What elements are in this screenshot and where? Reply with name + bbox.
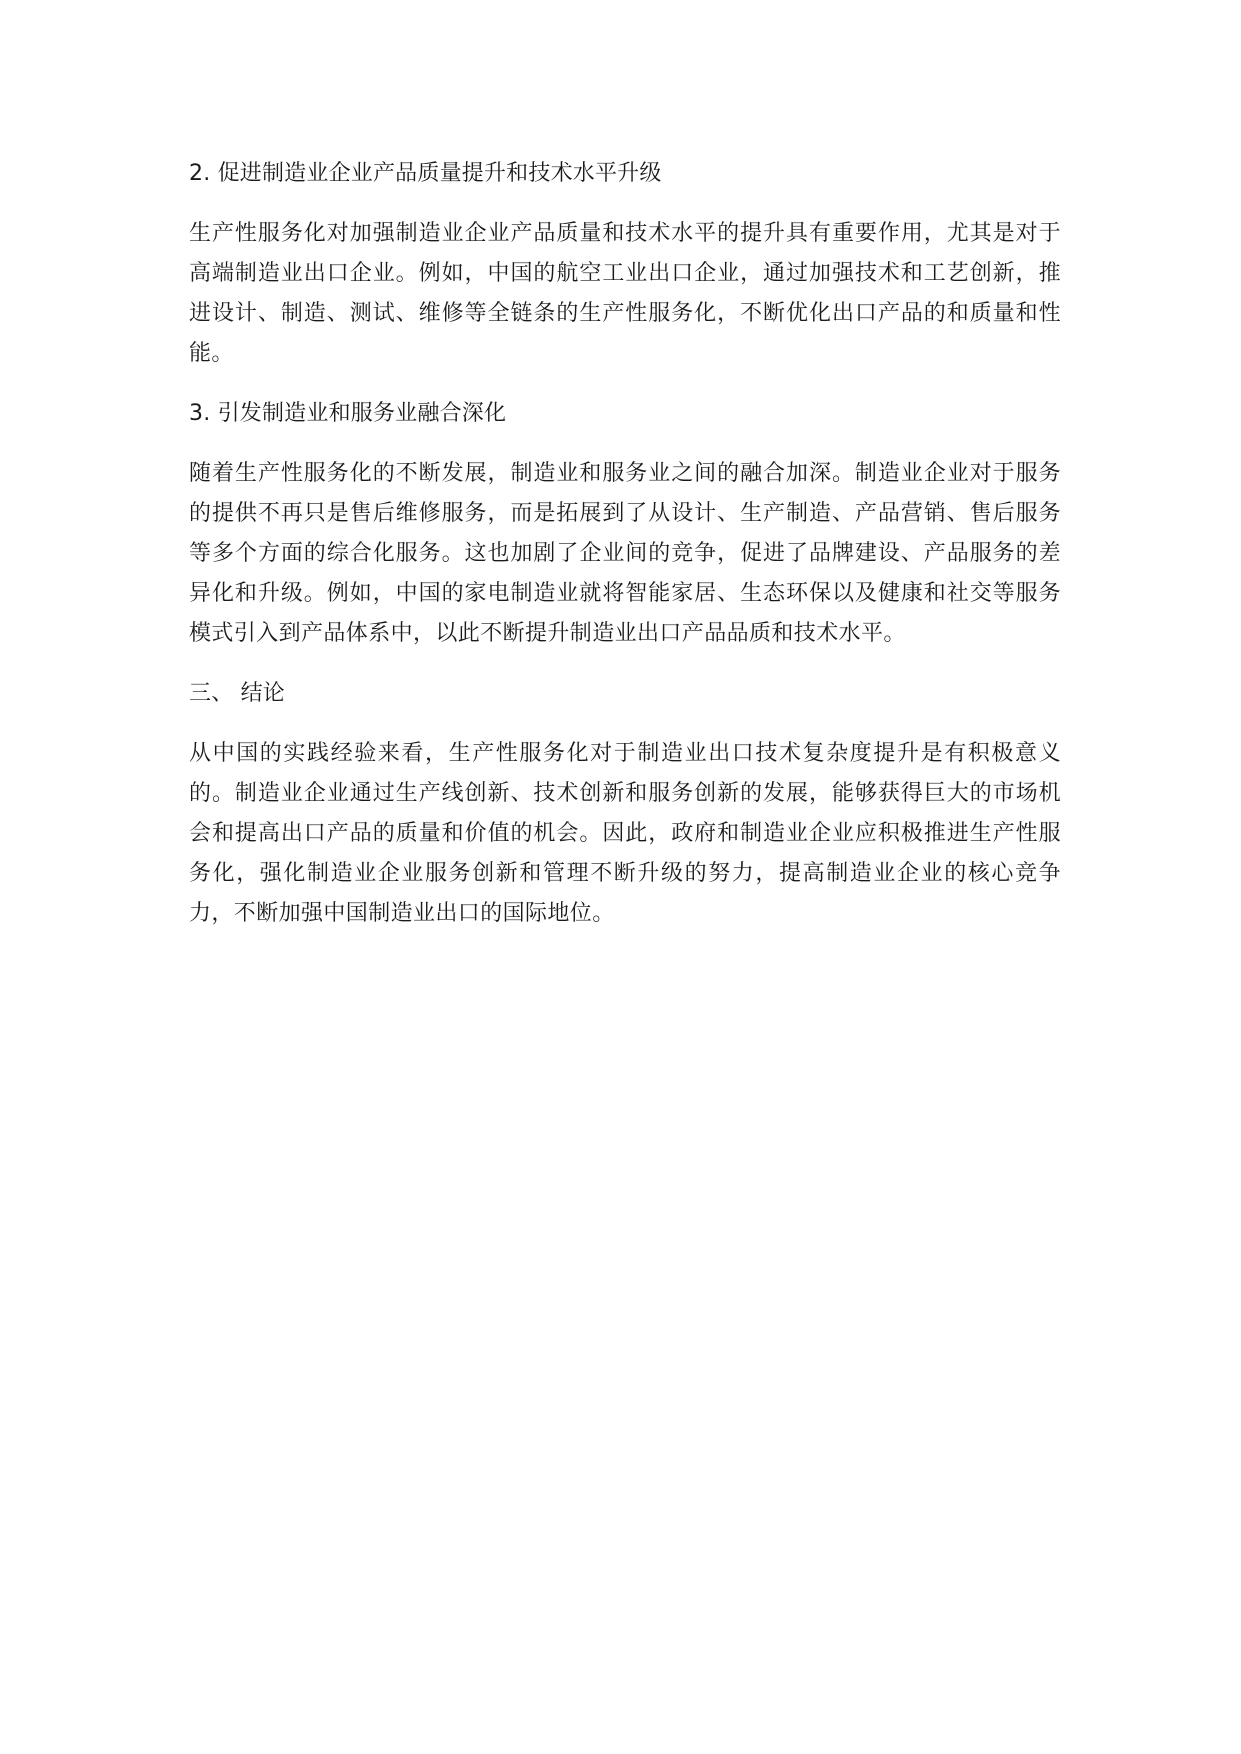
section-heading-industry-integration: 3. 引发制造业和服务业融合深化 — [189, 401, 507, 426]
section-heading-conclusion: 三、 结论 — [189, 681, 285, 706]
section-heading-quality-upgrade: 2. 促进制造业企业产品质量提升和技术水平升级 — [189, 161, 662, 186]
section-paragraph-quality-upgrade: 生产性服务化对加强制造业企业产品质量和技术水平的提升具有重要作用，尤其是对于高端制造业出口企业。例如，中国的航空工业出口企业，通过加强技术和工艺创新，推进设计、制造、测试、维修等全链条的生产性服务化，不断优化出口产品的和质量和性能。 — [189, 221, 1061, 366]
document-body — [189, 156, 1061, 956]
section-paragraph-industry-integration: 随着生产性服务化的不断发展，制造业和服务业之间的融合加深。制造业企业对于服务的提供不再只是售后维修服务，而是拓展到了从设计、生产制造、产品营销、售后服务等多个方面的综合化服务。这也加剧了企业间的竞争，促进了品牌建设、产品服务的差异化和升级。例如，中国的家电制造业就将智能家居、生态环保以及健康和社交等服务模式引入到产品体系中，以此不断提升制造业出口产品品质和技术水平。 — [189, 461, 1061, 646]
section-paragraph-conclusion: 从中国的实践经验来看，生产性服务化对于制造业出口技术复杂度提升是有积极意义的。制造业企业通过生产线创新、技术创新和服务创新的发展，能够获得巨大的市场机会和提高出口产品的质量和价值的机会。因此，政府和制造业企业应积极推进生产性服务化，强化制造业企业服务创新和管理不断升级的努力，提高制造业企业的核心竞争力，不断加强中国制造业出口的国际地位。 — [189, 741, 1061, 926]
